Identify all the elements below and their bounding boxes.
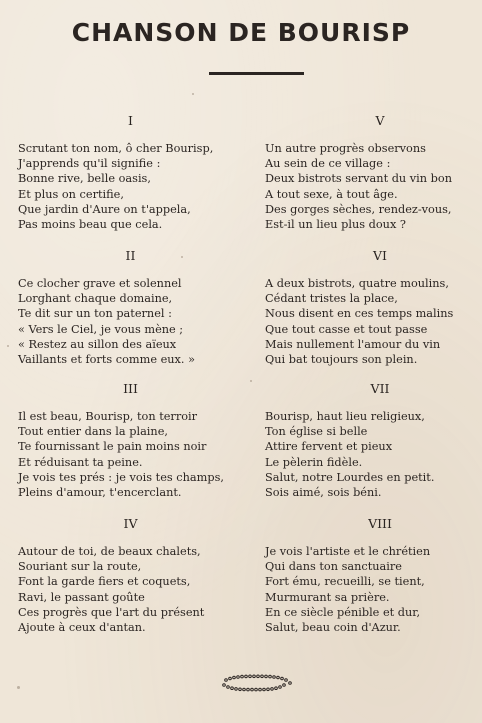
- paper-speck: [250, 380, 252, 382]
- verse-line: Lorghant chaque domaine,: [18, 292, 173, 306]
- verse-line: Nous disent en ces temps malins: [265, 307, 454, 321]
- verse-line: Qui bat toujours son plein.: [265, 353, 418, 367]
- verse-line: Ravi, le passant goûte: [18, 590, 145, 604]
- stanza-numeral: IV: [123, 516, 138, 531]
- verse-line: Il est beau, Bourisp, ton terroir: [18, 410, 198, 423]
- stanza-numeral: V: [375, 113, 385, 128]
- verse-line: Autour de toi, de beaux chalets,: [18, 545, 201, 558]
- verse-line: Qui dans ton sanctuaire: [265, 560, 402, 574]
- verse-line: Te dit sur un ton paternel :: [18, 307, 172, 321]
- verse-line: Deux bistrots servant du vin bon: [265, 172, 452, 186]
- stanza-i: [18, 113, 243, 232]
- verse-line: Attire fervent et pieux: [265, 440, 393, 454]
- verse-line: Tout entier dans la plaine,: [18, 425, 168, 439]
- verse-line: J'apprends qu'il signifie :: [18, 157, 161, 171]
- verse-line: « Vers le Ciel, je vous mène ;: [18, 322, 184, 336]
- verse-line: Au sein de ce village :: [265, 157, 391, 171]
- stanza-v: [265, 113, 470, 232]
- paper-speck: [192, 93, 194, 95]
- poem-title: CHANSON DE BOURISP: [71, 18, 411, 47]
- verse-line: Vaillants et forts comme eux. »: [18, 353, 196, 367]
- stanza-numeral: III: [123, 381, 138, 396]
- verse-line: Que tout casse et tout passe: [265, 322, 428, 336]
- verse-line: Le pèlerin fidèle.: [265, 455, 363, 469]
- stanza-iii: [18, 381, 243, 500]
- verse-line: Bourisp, haut lieu religieux,: [265, 410, 425, 423]
- stanza-iv: [18, 516, 243, 635]
- verse-line: Fort ému, recueilli, se tient,: [265, 575, 425, 589]
- stanza-numeral: VI: [373, 248, 387, 263]
- verse-line: « Restez au sillon des aïeux: [18, 337, 177, 351]
- verse-line: Pleins d'amour, t'encerclant.: [18, 486, 182, 500]
- verse-line: Un autre progrès observons: [265, 142, 426, 155]
- verse-line: Murmurant sa prière.: [265, 590, 390, 604]
- verse-line: A tout sexe, à tout âge.: [265, 187, 398, 201]
- stanza-ii: [18, 248, 243, 367]
- stanza-numeral: VIII: [368, 516, 392, 531]
- verse-line: Que jardin d'Aure on t'appela,: [18, 202, 191, 216]
- verse-line: Scrutant ton nom, ô cher Bourisp,: [18, 142, 214, 155]
- verse-line: Salut, notre Lourdes en petit.: [265, 470, 435, 484]
- verse-line: Ton église si belle: [265, 425, 368, 439]
- stanza-vii: [265, 381, 470, 500]
- verse-line: Font la garde fiers et coquets,: [18, 575, 191, 589]
- verse-line: Ce clocher grave et solennel: [18, 277, 182, 290]
- verse-line: Bonne rive, belle oasis,: [18, 172, 151, 186]
- verse-line: Cédant tristes la place,: [265, 292, 398, 306]
- verse-line: Je vois l'artiste et le chrétien: [265, 545, 431, 558]
- stanza-viii: [265, 516, 470, 635]
- verse-line: Mais nullement l'amour du vin: [265, 337, 441, 351]
- verse-line: Et plus on certifie,: [18, 187, 124, 201]
- verse-line: Je vois tes prés : je vois tes champs,: [18, 470, 224, 484]
- verse-line: Sois aimé, sois béni.: [265, 486, 382, 500]
- title-rule: [209, 72, 304, 75]
- verse-line: Est-il un lieu plus doux ?: [265, 218, 406, 232]
- verse-line: Ajoute à ceux d'antan.: [18, 621, 146, 635]
- verse-line: Ces progrès que l'art du présent: [18, 605, 205, 619]
- verse-line: A deux bistrots, quatre moulins,: [265, 277, 449, 290]
- stanza-vi: [265, 248, 470, 367]
- stanza-numeral: VII: [370, 381, 390, 396]
- paper-speck: [17, 686, 20, 689]
- verse-line: Pas moins beau que cela.: [18, 218, 163, 232]
- verse-line: En ce siècle pénible et dur,: [265, 605, 421, 619]
- stanza-numeral: I: [128, 113, 133, 128]
- verse-line: Des gorges sèches, rendez-vous,: [265, 202, 452, 216]
- verse-line: Et réduisant ta peine.: [18, 455, 143, 469]
- stanza-numeral: II: [125, 248, 136, 263]
- beaded-ornament-icon: [218, 672, 296, 694]
- paper-speck: [181, 256, 183, 258]
- verse-line: Salut, beau coin d'Azur.: [265, 621, 401, 635]
- verse-line: Souriant sur la route,: [18, 560, 142, 574]
- verse-line: Te fournissant le pain moins noir: [18, 440, 207, 454]
- paper-speck: [7, 345, 9, 347]
